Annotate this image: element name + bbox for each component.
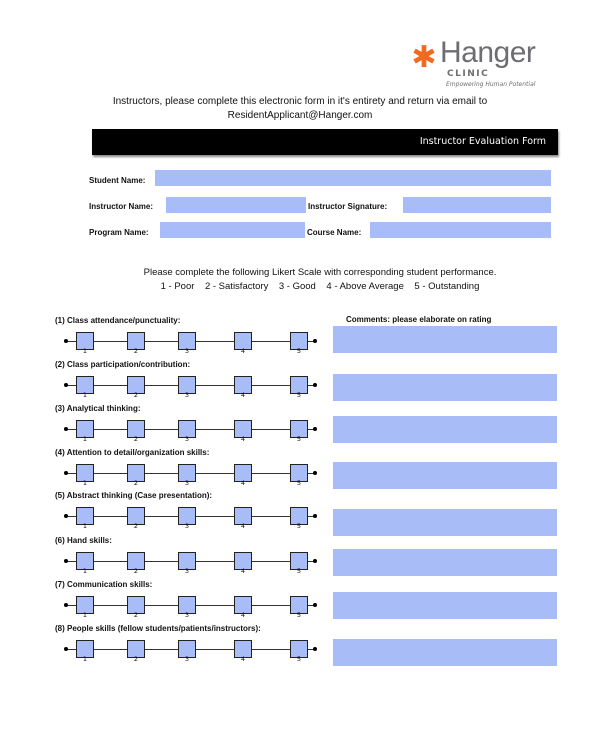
rating-number: 4 <box>240 655 246 663</box>
rating-number: 1 <box>82 435 88 443</box>
rating-number: 4 <box>240 391 246 399</box>
logo-name: Hanger <box>440 36 536 69</box>
rating-number: 4 <box>240 522 246 530</box>
scale-end-dot <box>64 427 68 431</box>
rating-number: 1 <box>82 479 88 487</box>
scale-end-dot <box>313 559 317 563</box>
comment-input[interactable] <box>333 326 557 353</box>
question-label: (1) Class attendance/punctuality: <box>55 316 181 325</box>
question-label: (2) Class participation/contribution: <box>55 360 191 369</box>
question-label: (8) People skills (fellow students/patients/instructors): <box>55 624 261 633</box>
instructor-name-label: Instructor Name: <box>89 202 154 211</box>
course-name-label: Course Name: <box>307 228 362 237</box>
instructor-signature-label: Instructor Signature: <box>308 202 388 211</box>
scale-end-dot <box>313 471 317 475</box>
rating-number: 2 <box>133 347 139 355</box>
scale-end-dot <box>313 339 317 343</box>
likert-instruction: Please complete the following Likert Scale with corresponding student performance. <box>143 267 497 278</box>
rating-number: 1 <box>82 522 88 530</box>
scale-end-dot <box>64 514 68 518</box>
student-name-label: Student Name: <box>89 176 146 185</box>
course-name-input[interactable] <box>370 222 551 238</box>
rating-number: 5 <box>296 655 302 663</box>
rating-number: 2 <box>133 567 139 575</box>
comment-input[interactable] <box>333 639 557 666</box>
scale-end-dot <box>313 383 317 387</box>
scale-end-dot <box>64 603 68 607</box>
scale-end-dot <box>313 514 317 518</box>
rating-number: 2 <box>133 435 139 443</box>
comment-input[interactable] <box>333 592 557 619</box>
rating-number: 3 <box>184 347 190 355</box>
intro-line-1: Instructors, please complete this electronic form in it's entirety and return via email to <box>112 96 488 107</box>
logo-tagline: Empowering Human Potential <box>446 81 536 88</box>
question-label: (4) Attention to detail/organization skills: <box>55 448 210 457</box>
hanger-star-icon: ✱ <box>411 40 437 75</box>
rating-number: 2 <box>133 655 139 663</box>
comments-header: Comments: please elaborate on rating <box>346 315 492 324</box>
instructor-signature-input[interactable] <box>403 197 551 213</box>
rating-number: 5 <box>296 522 302 530</box>
rating-number: 4 <box>240 479 246 487</box>
program-name-input[interactable] <box>160 222 305 238</box>
scale-end-dot <box>64 559 68 563</box>
rating-number: 1 <box>82 655 88 663</box>
likert-scale-legend: 1 - Poor 2 - Satisfactory 3 - Good 4 - Above Average 5 - Outstanding <box>160 281 480 292</box>
scale-end-dot <box>313 647 317 651</box>
rating-number: 3 <box>184 522 190 530</box>
rating-number: 1 <box>82 567 88 575</box>
rating-number: 3 <box>184 479 190 487</box>
rating-number: 4 <box>240 611 246 619</box>
rating-number: 1 <box>82 611 88 619</box>
question-label: (7) Communication skills: <box>55 580 153 589</box>
scale-end-dot <box>64 339 68 343</box>
rating-number: 5 <box>296 347 302 355</box>
rating-number: 1 <box>82 347 88 355</box>
question-label: (6) Hand skills: <box>55 536 112 545</box>
program-name-label: Program Name: <box>89 228 149 237</box>
scale-end-dot <box>64 383 68 387</box>
student-name-input[interactable] <box>155 170 551 186</box>
rating-number: 5 <box>296 567 302 575</box>
rating-number: 2 <box>133 479 139 487</box>
rating-number: 2 <box>133 611 139 619</box>
rating-number: 3 <box>184 611 190 619</box>
rating-number: 3 <box>184 567 190 575</box>
rating-number: 5 <box>296 435 302 443</box>
comment-input[interactable] <box>333 374 557 401</box>
instructor-name-input[interactable] <box>166 197 306 213</box>
rating-number: 4 <box>240 347 246 355</box>
rating-number: 5 <box>296 611 302 619</box>
rating-number: 5 <box>296 479 302 487</box>
comment-input[interactable] <box>333 549 557 576</box>
question-label: (5) Abstract thinking (Case presentation): <box>55 491 213 500</box>
rating-number: 1 <box>82 391 88 399</box>
scale-end-dot <box>313 427 317 431</box>
scale-end-dot <box>313 603 317 607</box>
comment-input[interactable] <box>333 509 557 536</box>
rating-number: 4 <box>240 435 246 443</box>
rating-number: 5 <box>296 391 302 399</box>
rating-number: 3 <box>184 435 190 443</box>
logo-clinic: CLINIC <box>447 69 490 79</box>
rating-number: 2 <box>133 391 139 399</box>
intro-email: ResidentApplicant@Hanger.com <box>227 110 373 121</box>
scale-end-dot <box>64 647 68 651</box>
comment-input[interactable] <box>333 462 557 489</box>
rating-number: 3 <box>184 655 190 663</box>
form-title-bar <box>92 129 558 155</box>
question-label: (3) Analytical thinking: <box>55 404 141 413</box>
rating-number: 3 <box>184 391 190 399</box>
comment-input[interactable] <box>333 416 557 443</box>
rating-number: 2 <box>133 522 139 530</box>
form-title: Instructor Evaluation Form <box>419 136 546 147</box>
scale-end-dot <box>64 471 68 475</box>
rating-number: 4 <box>240 567 246 575</box>
